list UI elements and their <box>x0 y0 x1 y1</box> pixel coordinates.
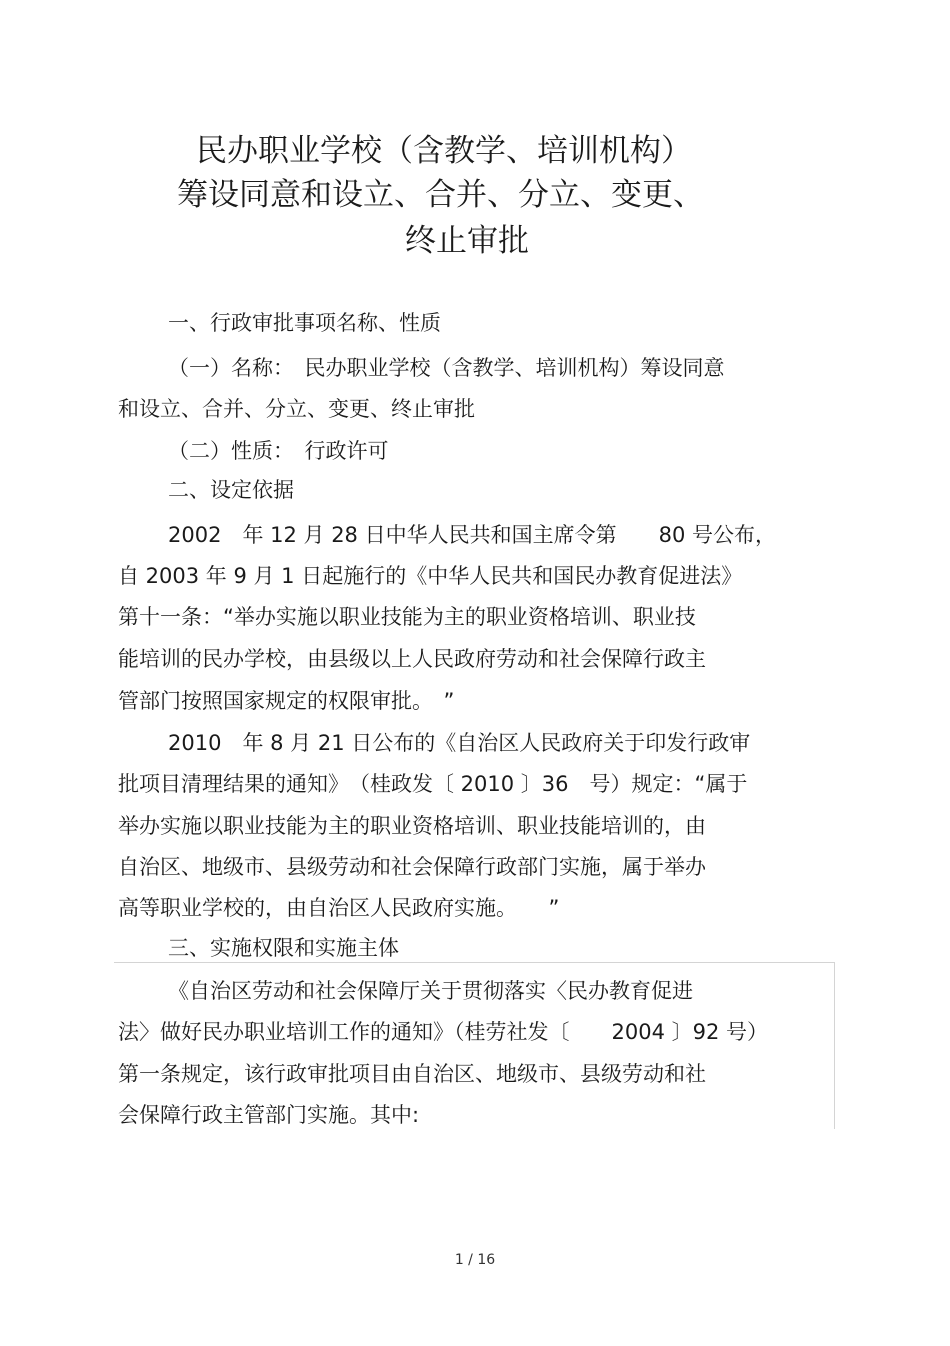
basis-para-1-line-2: 自 2003 年 9 月 1 日起施行的《中华人民共和国民办教育促进法》 <box>118 564 743 588</box>
basis-para-1-line-3: 第十一条：“举办实施以职业技能为主的职业资格培训、职业技 <box>118 605 696 629</box>
authority-para-line-4: 会保障行政主管部门实施。其中: <box>118 1103 420 1127</box>
basis-para-1-line-4: 能培训的民办学校，由县级以上人民政府劳动和社会保障行政主 <box>118 647 706 671</box>
basis-para-2-line-2: 批项目清理结果的通知》 （桂政发〔 2010 〕36 号）规定：“属于 <box>118 772 748 796</box>
basis-para-1-line-5: 管部门按照国家规定的权限审批。 ” <box>118 689 455 713</box>
section-1-heading: 一、行政审批事项名称、性质 <box>168 311 441 335</box>
basis-para-2-line-5: 高等职业学校的，由自治区人民政府实施。 ” <box>118 896 560 920</box>
name-item-line-2: 和设立、合并、分立、变更、终止审批 <box>118 397 475 421</box>
title-line-1: 民办职业学校（含教学、培训机构） <box>196 133 692 169</box>
nature-item: （二）性质： 行政许可 <box>168 439 389 463</box>
section-2-heading: 二、设定依据 <box>168 478 294 502</box>
page-number: 1 / 16 <box>454 1252 496 1268</box>
basis-para-2-line-1: 2010 年 8 月 21 日公布的《自治区人民政府关于印发行政审 <box>168 731 751 755</box>
title-line-3: 终止审批 <box>405 223 529 259</box>
authority-para-line-2: 法〉做好民办职业培训工作的通知》（桂劳社发〔 2004 〕92 号） <box>118 1020 769 1044</box>
basis-para-2-line-3: 举办实施以职业技能为主的职业资格培训、职业技能培训的，由 <box>118 814 706 838</box>
basis-para-1-line-1: 2002 年 12 月 28 日中华人民共和国主席令第 80 号公布， <box>168 523 776 547</box>
name-item-line-1: （一）名称： 民办职业学校（含教学、培训机构）筹设同意 <box>168 356 725 380</box>
section-3-heading: 三、实施权限和实施主体 <box>168 936 399 960</box>
authority-para-line-1: 《自治区劳动和社会保障厅关于贯彻落实〈民办教育促进 <box>168 979 693 1003</box>
authority-para-line-3: 第一条规定，该行政审批项目由自治区、地级市、县级劳动和社 <box>118 1062 706 1086</box>
basis-para-2-line-4: 自治区、地级市、县级劳动和社会保障行政部门实施，属于举办 <box>118 855 706 879</box>
title-line-2: 筹设同意和设立、合并、分立、变更、 <box>177 177 704 213</box>
